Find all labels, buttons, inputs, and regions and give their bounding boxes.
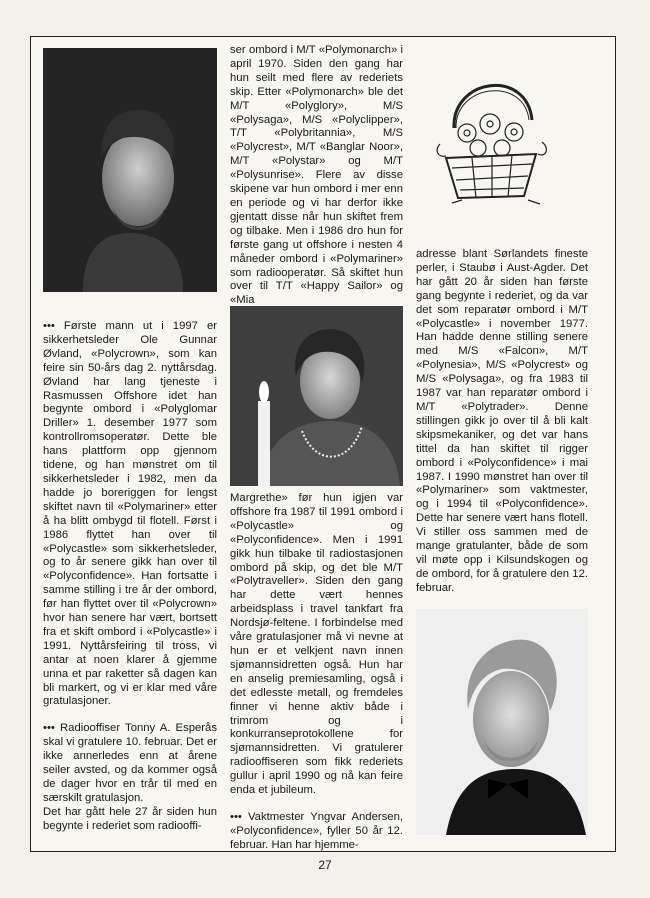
article-paragraph: ••• Radiooffiser Tonny A. Esperås skal vi gratulere 10. februar. Det er ikke annerledes enn at årene seiler avsted, og da kommer også de dager hvor en trår til med en særskilt gratulasjon.: [43, 722, 217, 804]
article-paragraph: Det har gått hele 27 år siden hun begynte i rederiet som radiooffi-: [43, 805, 217, 832]
article-paragraph: Margrethe» før hun igjen var offshore fra 1987 til 1991 ombord i «Polycastle» og «Polyconfidence». Men i 1991 gikk hun tilbake til radiostasjonen ombord på skip, og det ble M/T «Polytraveller». Siden den gang har dette vært hennes arbeidsplass i travel tankfart fra Nordsjø-feltene. I forbindelse med våre gratulasjoner må vi nevne at hun er et velkjent navn innen sjømannsidretten også. Hun har en anselig premiesamling, også i det edlesste metall, og fremdeles finner vi henne aktiv både i trimrom og i konkurranseprotokollene for sjømannsidretten. Vi gratulerer radiooffiseren som fikk rederiets gullur i april 1990 og nå kan feire enda et jubileum.: [230, 492, 403, 797]
column-2-top: [230, 44, 403, 308]
portrait-photo-tonny: [230, 306, 403, 486]
flower-basket-illustration: [432, 58, 552, 208]
article-paragraph: ••• Første mann ut i 1997 er sikkerhetsleder Ole Gunnar Øvland, «Polycrown», som kan feire sin 50-års dag 2. nyttårsdag. Øvland har lang tjeneste i Rasmussen Offshore idet han begynte ombord i «Polyglomar Driller» 1. desember 1977 som kontrollromsoperatør. Dette ble hans plattform opp gjennom tidene, og han mønstret om til sikkerhetsleder i 1982, men da hadde jo boreriggen for lengst skiftet navn til «Polymariner» etter å ha blitt ombygd til flotell. Først i 1986 flyttet han over til «Polycastle» som sikkerhetsleder, og to år senere gikk han over til «Polyconfidence». Han fortsatte i samme stilling i tre år der ombord, før han flyttet over til «Polycrown» hvor han senere har vært, bortsett fra et skift ombord i «Polycastle» i 1991. Nyttårsfeiring til tross, vi antar at noen klarer å gjemme unna et par raketter så dagen kan bli markert, og vi er klar med våre gratulasjoner.: [43, 320, 217, 708]
column-2-bottom: [230, 492, 403, 853]
column-1: [43, 320, 217, 834]
portrait-photo-yngvar: [416, 609, 588, 835]
article-paragraph: ••• Vaktmester Yngvar Andersen, «Polyconfidence», fyller 50 år 12. februar. Han har hjemme-: [230, 810, 403, 851]
portrait-photo-ole-gunnar: [43, 48, 217, 292]
page-number: 27: [318, 858, 332, 872]
column-3: [416, 248, 588, 596]
article-paragraph: adresse blant Sørlandets fineste perler, i Staubø i Aust-Agder. Det har gått 20 år siden han første gang begynte i rederiet, og da var det som reparatør ombord i M/T «Polycastle» i november 1977. Han hadde denne stilling senere med M/S «Falcon», M/T «Polynesia», M/S «Polycrest» og M/S «Polysaga», og fra 1983 til 1987 var han reparatør ombord i M/T «Polytrader». Denne stillingen gikk jo over til å bli kalt skipsmekaniker, og det var hans tittel da han skiftet til rigger ombord i «Polyconfidence» i mai 1987. I 1990 mønstret han over til «Polymariner» som vaktmester, og i 1994 til «Polyconfidence». Dette har senere vært hans flotell. Vi stiller oss sammen med de mange gratulanter, både de som vil møte opp i Kilsundskogen og de ombord, for å gratulere den 12. februar.: [416, 248, 588, 594]
article-paragraph: ser ombord i M/T «Polymonarch» i april 1970. Siden den gang har hun seilt med flere av rederiets skip. Etter «Polymonarch» ble det M/T «Polyglory», M/S «Polysaga», M/S «Polyclipper», T/T «Polybritannia», M/S «Polycrest», M/T «Banglar Noor», M/T «Polystar» og M/T «Polysunrise». Flere av disse skipene var hun ombord i mer enn en periode og vi har derfor ikke gjentatt disse når hun skiftet frem og tilbake. Men i 1986 dro hun for første gang ut offshore i nesten 4 måneder ombord i «Polymariner» som radiooperatør. Så skiftet hun over til T/T «Happy Sailor» og «Mia: [230, 44, 403, 307]
